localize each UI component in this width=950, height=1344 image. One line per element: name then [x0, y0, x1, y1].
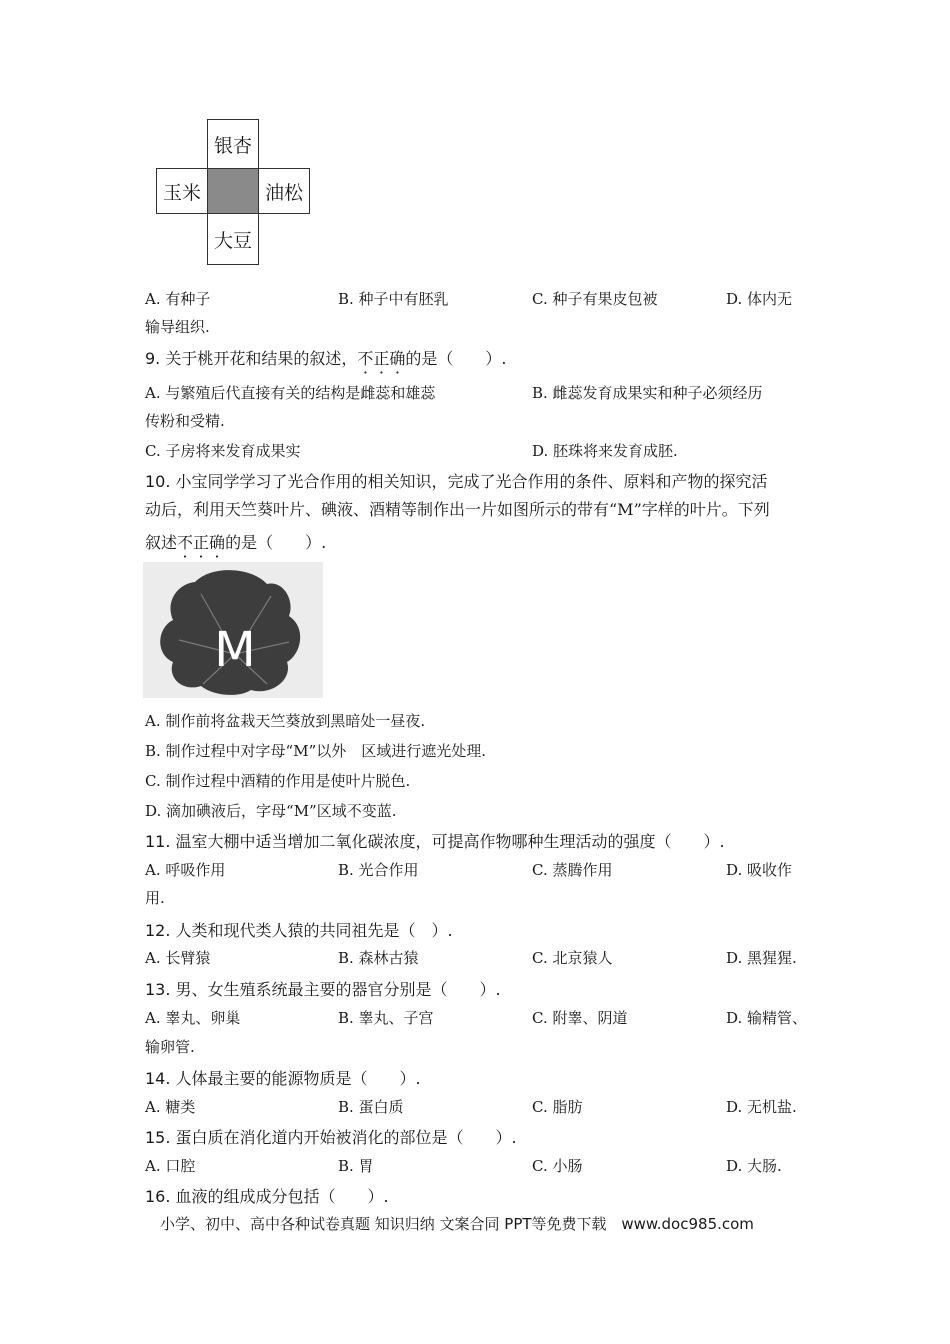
q14-option-d[interactable]: D. 无机盐. — [726, 1098, 797, 1116]
q15-option-b[interactable]: B. 胃 — [338, 1157, 374, 1175]
q12-option-b[interactable]: B. 森林古猿 — [338, 949, 419, 967]
q15-text: 蛋白质在消化道内开始被消化的部位是（ ）. — [175, 1128, 517, 1147]
q10-stem-line1 — [145, 469, 768, 492]
q13-number: 13. — [145, 980, 171, 999]
q11-option-b[interactable]: B. 光合作用 — [338, 861, 419, 879]
q11-option-d-continuation: 用. — [145, 889, 165, 907]
footer-text: 小学、初中、高中各种试卷真题 知识归纳 文案合同 PPT等免费下载 — [160, 1215, 607, 1233]
q10-emphasis-char: 正 — [193, 533, 210, 552]
q15-option-c[interactable]: C. 小肠 — [532, 1157, 583, 1175]
q9-emphasis-char: 正 — [373, 349, 390, 368]
q11-text: 温室大棚中适当增加二氧化碳浓度，可提高作物哪种生理活动的强度（ ）. — [175, 832, 725, 851]
q16-stem — [145, 1184, 389, 1207]
q12-option-d[interactable]: D. 黑猩猩. — [726, 949, 797, 967]
q15-option-a[interactable]: A. 口腔 — [145, 1157, 196, 1175]
q14-option-c[interactable]: C. 脂肪 — [532, 1098, 583, 1116]
q10-option-d[interactable]: D. 滴加碘液后，字母“M”区域不变蓝. — [145, 802, 397, 820]
q9-emphasis-char: 确 — [389, 349, 406, 368]
q13-stem — [145, 977, 501, 1000]
q10-option-b[interactable]: B. 制作过程中对字母“M”以外 区域进行遮光处理. — [145, 742, 487, 760]
q16-number: 16. — [145, 1187, 171, 1206]
diagram-label-right: 油松 — [264, 181, 303, 204]
footer-link[interactable]: www.doc985.com — [621, 1215, 754, 1233]
q15-number: 15. — [145, 1128, 171, 1147]
q15-stem — [145, 1125, 517, 1148]
q9-option-c[interactable]: C. 子房将来发育成果实 — [145, 442, 301, 460]
q14-option-a[interactable]: A. 糖类 — [145, 1098, 196, 1116]
q10-line3-post: 的是（ ）. — [225, 533, 327, 552]
q12-text: 人类和现代类人猿的共同祖先是（ ）. — [175, 921, 453, 940]
q8-option-c[interactable]: C. 种子有果皮包被 — [532, 290, 658, 308]
diagram-cell-bottom — [207, 213, 259, 265]
q10-number: 10. — [145, 472, 171, 491]
diagram-cell-center — [207, 168, 259, 214]
q9-number: 9. — [145, 349, 161, 368]
q11-option-a[interactable]: A. 呼吸作用 — [145, 861, 226, 879]
diagram-cell-right — [258, 168, 310, 214]
q15-option-d[interactable]: D. 大肠. — [726, 1157, 782, 1175]
q13-option-c[interactable]: C. 附睾、阴道 — [532, 1009, 628, 1027]
q11-number: 11. — [145, 832, 171, 851]
q13-text: 男、女生殖系统最主要的器官分别是（ ）. — [175, 980, 501, 999]
q14-option-b[interactable]: B. 蛋白质 — [338, 1098, 404, 1116]
diagram-cell-left — [156, 168, 208, 214]
diagram-label-top: 银杏 — [213, 134, 252, 157]
q9-stem-pre: 关于桃开花和结果的叙述， — [165, 349, 358, 368]
q9-stem — [145, 346, 507, 369]
q8-option-a[interactable]: A. 有种子 — [145, 290, 211, 308]
leaf-letter: M — [214, 622, 256, 678]
q12-option-a[interactable]: A. 长臂猿 — [145, 949, 211, 967]
q10-option-a[interactable]: A. 制作前将盆栽天竺葵放到黑暗处一昼夜. — [145, 712, 426, 730]
q10-line3-pre: 叙述 — [145, 533, 178, 552]
q8-option-d-continuation: 输导组织. — [145, 318, 210, 336]
diagram-label-left: 玉米 — [162, 181, 201, 204]
q13-option-a[interactable]: A. 睾丸、卵巢 — [145, 1009, 241, 1027]
q9-option-a[interactable]: A. 与繁殖后代直接有关的结构是雌蕊和雄蕊 — [145, 384, 436, 402]
q14-text: 人体最主要的能源物质是（ ）. — [175, 1069, 421, 1088]
q8-option-b[interactable]: B. 种子中有胚乳 — [338, 290, 449, 308]
q13-option-d[interactable]: D. 输精管、 — [726, 1009, 808, 1027]
q12-number: 12. — [145, 921, 171, 940]
leaf-figure — [143, 562, 323, 698]
q10-line1-text: 小宝同学学习了光合作用的相关知识，完成了光合作用的条件、原料和产物的探究活 — [175, 472, 768, 491]
q8-option-d[interactable]: D. 体内无 — [726, 290, 793, 308]
q13-option-b[interactable]: B. 睾丸、子宫 — [338, 1009, 434, 1027]
page-footer — [160, 1213, 754, 1234]
q11-stem — [145, 829, 725, 852]
q14-stem — [145, 1066, 421, 1089]
leaf-image — [143, 562, 323, 698]
q9-option-b[interactable]: B. 雌蕊发育成果实和种子必须经历 — [532, 384, 763, 402]
q10-stem-line2: 动后，利用天竺葵叶片、碘液、酒精等制作出一片如图所示的带有“M”字样的叶片。下列 — [145, 500, 770, 519]
q10-option-c[interactable]: C. 制作过程中酒精的作用是使叶片脱色. — [145, 772, 411, 790]
diagram-label-bottom: 大豆 — [213, 229, 252, 252]
q14-number: 14. — [145, 1069, 171, 1088]
q16-text: 血液的组成成分包括（ ）. — [175, 1187, 389, 1206]
diagram-cell-top — [207, 119, 259, 169]
q9-option-d[interactable]: D. 胚珠将来发育成胚. — [532, 442, 678, 460]
q12-stem — [145, 918, 453, 941]
q9-emphasis-char: 不 — [357, 349, 374, 368]
q9-option-b-continuation: 传粉和受精. — [145, 412, 225, 430]
q12-option-c[interactable]: C. 北京猿人 — [532, 949, 613, 967]
q10-stem-line3 — [145, 530, 326, 553]
q10-emphasis-char: 不 — [177, 533, 194, 552]
q13-option-d-continuation: 输卵管. — [145, 1038, 195, 1056]
q10-emphasis-char: 确 — [209, 533, 226, 552]
q11-option-c[interactable]: C. 蒸腾作用 — [532, 861, 613, 879]
q9-stem-post: 的是（ ）. — [405, 349, 507, 368]
q11-option-d[interactable]: D. 吸收作 — [726, 861, 793, 879]
